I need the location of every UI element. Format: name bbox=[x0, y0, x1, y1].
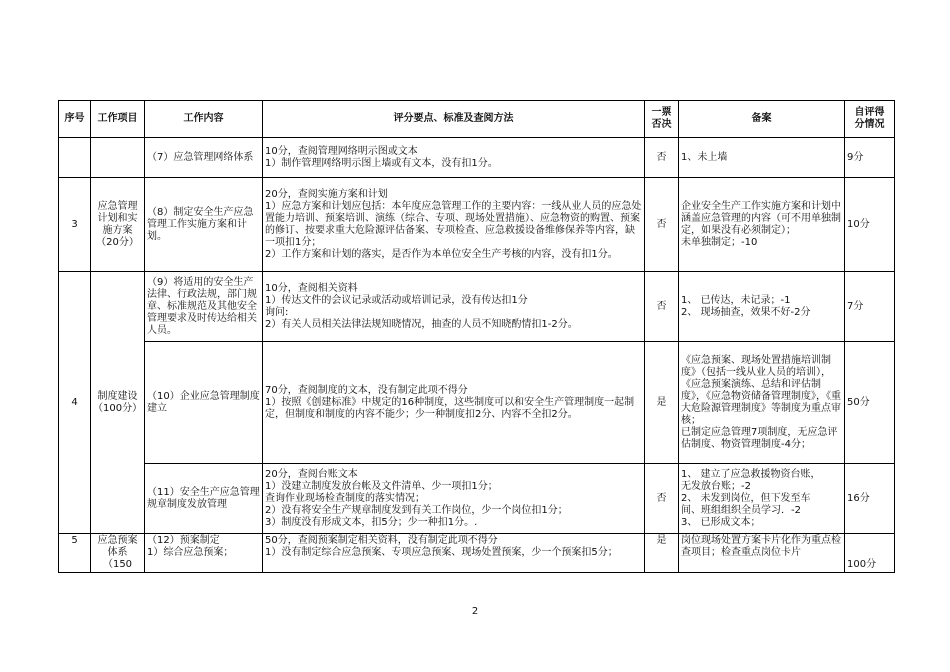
criteria-cell: 20分，查阅实施方案和计划 1）应急方案和计划应包括：本年度应急管理工作的主要内容：一线从业人员的应急处置能力培训、预案培训、演练（综合、专项、现场处置措施）、应急物资的购置、预案的修订、按要求重大危险源评估备案、专项检查、应急救援设备维修保养等内容，缺一项扣1分； 2）工作方案和计划的落实，是否作为本单位安全生产考核的内容，没有扣1分。 bbox=[263, 178, 645, 272]
score-cell: 9分 bbox=[845, 138, 895, 178]
project-cell: 应急管理计划和实施方案（20分） bbox=[91, 178, 145, 272]
veto-cell: 否 bbox=[645, 138, 679, 178]
content-cell: （10）企业应急管理制度建立 bbox=[145, 342, 263, 464]
seq-cell: 5 bbox=[59, 534, 91, 573]
remark-cell: 1、 已传达，未记录；-1 2、 现场抽查，效果不好-2分 bbox=[679, 272, 845, 342]
table-row bbox=[59, 534, 895, 573]
score-cell: 10分 bbox=[845, 178, 895, 272]
header-project: 工作项目 bbox=[91, 101, 145, 138]
criteria-cell: 10分，查阅相关资料 1）传达文件的会议记录或活动或培训记录，没有传达扣1分 询问: 2）有关人员相关法律法规知晓情况，抽查的人员不知晓酌情扣1-2分。 bbox=[263, 272, 645, 342]
veto-cell: 否 bbox=[645, 272, 679, 342]
veto-cell: 否 bbox=[645, 464, 679, 534]
remark-cell: 1、未上墙 bbox=[679, 138, 845, 178]
table-row bbox=[59, 464, 895, 534]
remark-cell: 《应急预案、现场处置措施培训制度》（包括一线从业人员的培训），《应急预案演练、总结和评估制度》，《应急物资储备管理制度》，《重大危险源管理制度》等制度为重点审核； 已制定应急管理7项制度，无应急评估制度、物资管理制度-4分； bbox=[679, 342, 845, 464]
criteria-cell: 70分，查阅制度的文本，没有制定此项不得分 1）按照《创建标准》中规定的16种制度，这些制度可以和安全生产管理制度一起制定，但制度和制度的内容不能少；少一种制度扣2分、内容不全扣2分。 bbox=[263, 342, 645, 464]
veto-cell: 否 bbox=[645, 178, 679, 272]
header-veto: 一票 否决 bbox=[645, 101, 679, 138]
seq-cell: 3 bbox=[59, 178, 91, 272]
table-row bbox=[59, 138, 895, 178]
table-row bbox=[59, 272, 895, 342]
remark-cell: 岗位现场处置方案卡片化作为重点检查项目；检查重点岗位卡片 bbox=[679, 534, 845, 573]
assessment-table bbox=[58, 100, 895, 573]
table-row bbox=[59, 178, 895, 272]
content-cell: （12）预案制定 1）综合应急预案； bbox=[145, 534, 263, 573]
header-row bbox=[59, 101, 895, 138]
criteria-cell: 20分，查阅台账文本 1）没建立制度发放台帐及文件清单、少一项扣1分； 查询作业现场检查制度的落实情况； 2）没有将安全生产规章制度发到有关工作岗位，少一个岗位扣1分； 3）制度没有形成文本，扣5分；少一种扣1分。. bbox=[263, 464, 645, 534]
header-seq: 序号 bbox=[59, 101, 91, 138]
table-row bbox=[59, 342, 895, 464]
remark-cell: 企业安全生产工作实施方案和计划中涵盖应急管理的内容（可不用单独制定，如果没有必须制定）； 未单独制定；-10 bbox=[679, 178, 845, 272]
project-cell bbox=[91, 138, 145, 178]
seq-cell bbox=[59, 138, 91, 178]
header-self-score: 自评得 分情况 bbox=[845, 101, 895, 138]
veto-cell: 是 bbox=[645, 342, 679, 464]
header-remark: 备案 bbox=[679, 101, 845, 138]
page-number: 2 bbox=[471, 606, 479, 617]
content-cell: （9）将适用的安全生产法律、行政法规，部门规章、标准规范及其他安全管理要求及时传达给相关人员。 bbox=[145, 272, 263, 342]
content-cell: （11）安全生产应急管理规章制度发放管理 bbox=[145, 464, 263, 534]
veto-cell: 是 bbox=[645, 534, 679, 573]
criteria-cell: 50分，查阅预案制定相关资料，没有制定此项不得分 1）没有制定综合应急预案、专项应急预案、现场处置预案，少一个预案扣5分； bbox=[263, 534, 645, 573]
header-criteria: 评分要点、标准及查阅方法 bbox=[263, 101, 645, 138]
project-cell: 应急预案体系（150 bbox=[91, 534, 145, 573]
project-cell: 制度建设（100分） bbox=[91, 272, 145, 534]
content-cell: （8）制定安全生产应急管理工作实施方案和计划。 bbox=[145, 178, 263, 272]
criteria-cell: 10分，查阅管理网络明示图或文本 1）制作管理网络明示图上墙或有文本，没有扣1分。 bbox=[263, 138, 645, 178]
remark-cell: 1、 建立了应急救援物资台账， 无发放台账；-2 2、 未发到岗位，但下发至车 间、班组组织全员学习．-2 3、 已形成文本； bbox=[679, 464, 845, 534]
seq-cell: 4 bbox=[59, 272, 91, 534]
score-cell: 50分 bbox=[845, 342, 895, 464]
score-cell: 16分 bbox=[845, 464, 895, 534]
content-cell: （7）应急管理网络体系 bbox=[145, 138, 263, 178]
score-cell: 7分 bbox=[845, 272, 895, 342]
header-content: 工作内容 bbox=[145, 101, 263, 138]
score-cell: 100分 bbox=[845, 534, 895, 573]
